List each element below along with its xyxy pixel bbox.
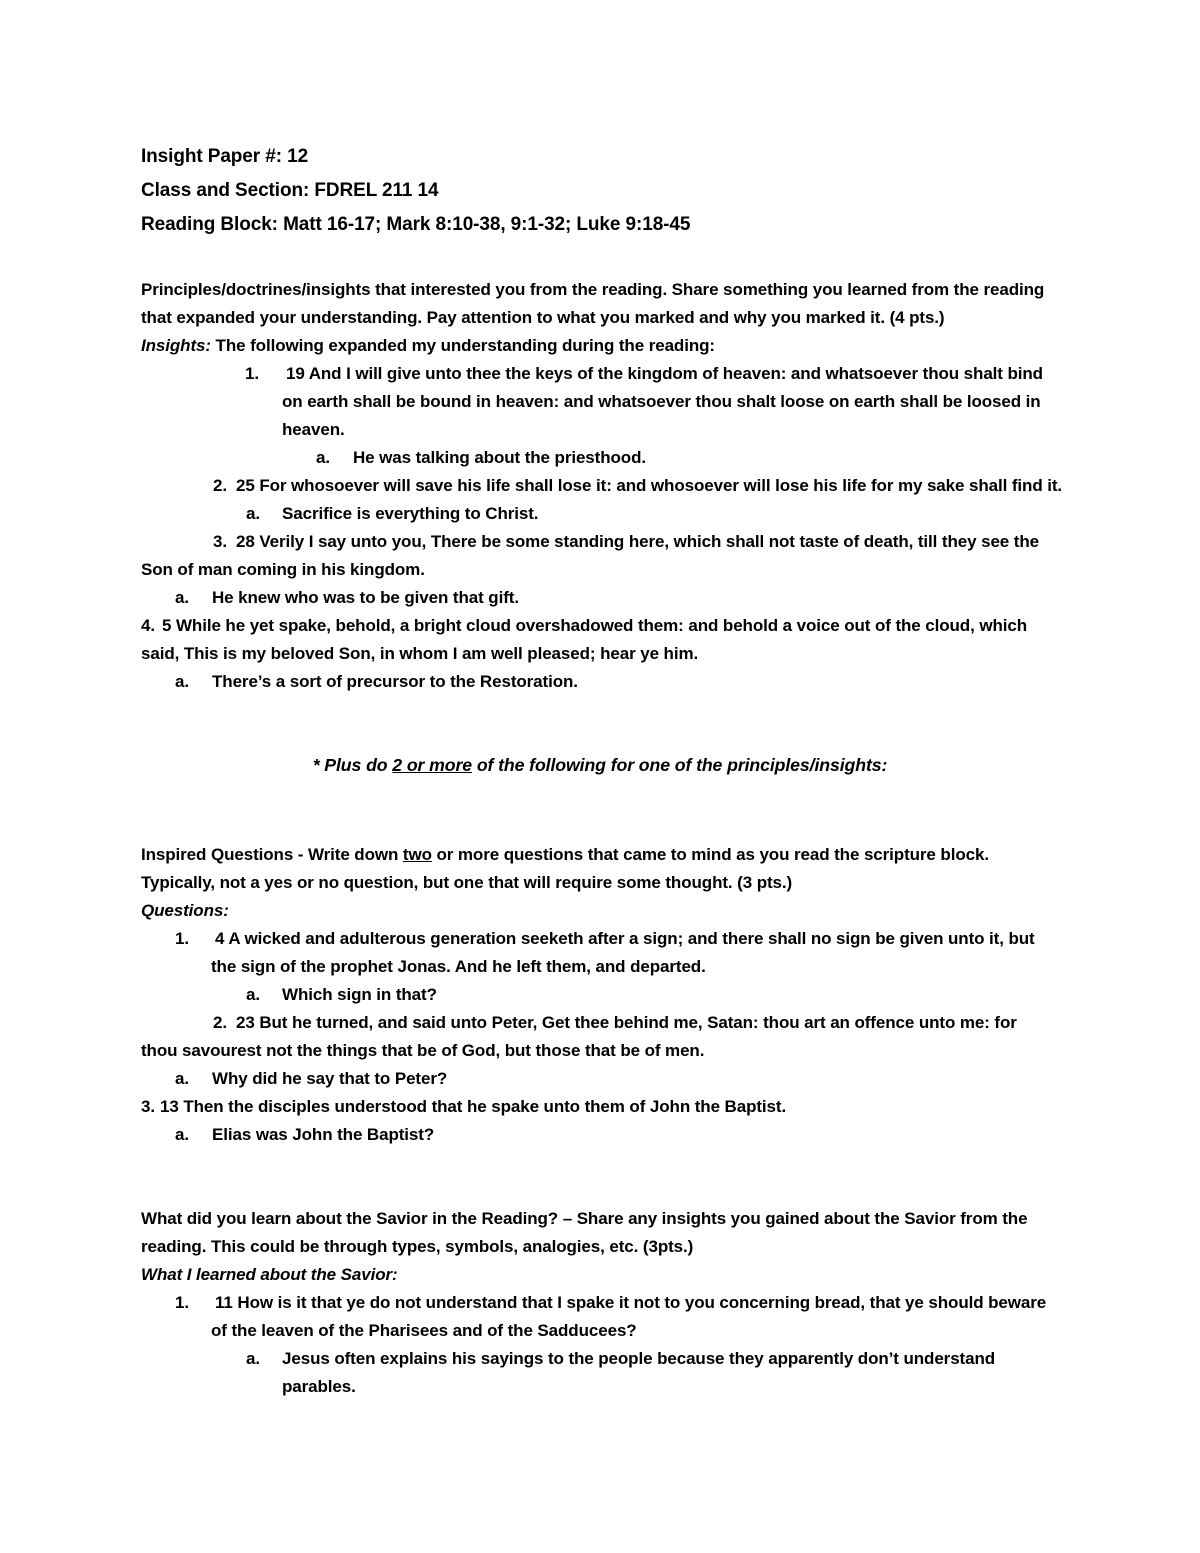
insight-4-sub-marker: a. [175, 672, 189, 691]
insight-1-sub: He was talking about the priesthood. [353, 448, 646, 467]
question-3-sub-marker: a. [175, 1125, 189, 1144]
questions-label: Questions: [141, 901, 229, 920]
question-2-line-2: thou savourest not the things that be of God, but those that be of men. [141, 1041, 705, 1060]
plus-underlined: 2 or more [392, 755, 473, 775]
insight-4-line-2: said, This is my beloved Son, in whom I am well pleased; hear ye him. [141, 644, 699, 663]
savior-1-line-2: of the leaven of the Pharisees and of the Sadducees? [211, 1321, 637, 1340]
savior-prompt-cont: reading. This could be through types, symbols, analogies, etc. (3pts.) [141, 1237, 694, 1256]
savior-1-marker: 1. [175, 1293, 189, 1312]
insights-intro-text: The following expanded my understanding during the reading: [210, 336, 715, 355]
insight-2-sub-marker: a. [246, 504, 260, 523]
question-2-line-1: 23 But he turned, and said unto Peter, Get thee behind me, Satan: thou art an offence unto me: for [236, 1013, 1017, 1032]
insight-3-marker: 3. [213, 532, 227, 551]
question-2-marker: 2. [213, 1013, 227, 1032]
question-1-line-2: the sign of the prophet Jonas. And he left them, and departed. [211, 957, 706, 976]
questions-prompt-before: Inspired Questions - Write down [141, 845, 403, 864]
plus-after: of the following for one of the principles/insights: [472, 755, 888, 775]
question-2-sub: Why did he say that to Peter? [212, 1069, 448, 1088]
insight-2-sub: Sacrifice is everything to Christ. [282, 504, 539, 523]
questions-prompt-underlined: two [402, 845, 432, 864]
insight-3-sub-marker: a. [175, 588, 189, 607]
questions-prompt-after: or more questions that came to mind as you read the scripture block. [431, 845, 989, 864]
insight-4-line-1: 5 While he yet spake, behold, a bright cloud overshadowed them: and behold a voice out of the cloud, which [162, 616, 1028, 635]
questions-prompt [141, 846, 989, 863]
principles-prompt-cont: that expanded your understanding. Pay attention to what you marked and why you marked it. (4 pts.) [141, 308, 945, 327]
savior-1-sub-line-1: Jesus often explains his sayings to the people because they apparently don’t understand [282, 1349, 996, 1368]
savior-1-sub-marker: a. [246, 1349, 260, 1368]
principles-prompt: Principles/doctrines/insights that interested you from the reading. Share something you learned from the reading [141, 280, 1045, 299]
insight-3-sub: He knew who was to be given that gift. [212, 588, 519, 607]
insight-1-line-2: on earth shall be bound in heaven: and whatsoever thou shalt loose on earth shall be loosed in [282, 392, 1041, 411]
question-1-line-1: 4 A wicked and adulterous generation seeketh after a sign; and there shall no sign be given unto it, but [215, 929, 1035, 948]
savior-label: What I learned about the Savior: [141, 1265, 398, 1284]
question-1-sub: Which sign in that? [282, 985, 437, 1004]
insight-1-line-1: 19 And I will give unto thee the keys of the kingdom of heaven: and whatsoever thou shalt bind [286, 364, 1043, 383]
plus-before: * Plus do [312, 755, 393, 775]
insight-4-sub: There’s a sort of precursor to the Restoration. [212, 672, 578, 691]
insight-2-line-1: 25 For whosoever will save his life shall lose it: and whosoever will lose his life for my sake shall find it. [236, 476, 1063, 495]
question-3-sub: Elias was John the Baptist? [212, 1125, 435, 1144]
reading-block: Reading Block: Matt 16-17; Mark 8:10-38, 9:1-32; Luke 9:18-45 [141, 214, 691, 235]
insight-paper-number: Insight Paper #: 12 [141, 146, 309, 167]
savior-1-sub-line-2: parables. [282, 1377, 356, 1396]
insight-1-line-3: heaven. [282, 420, 345, 439]
plus-instruction [0, 757, 1200, 775]
insights-label: Insights: [141, 336, 211, 355]
question-3-marker: 3. [141, 1097, 155, 1116]
insight-1-sub-marker: a. [316, 448, 330, 467]
question-2-sub-marker: a. [175, 1069, 189, 1088]
insight-3-line-1: 28 Verily I say unto you, There be some standing here, which shall not taste of death, till they see the [236, 532, 1039, 551]
savior-1-line-1: 11 How is it that ye do not understand that I spake it not to you concerning bread, that ye should beware [215, 1293, 1047, 1312]
class-section: Class and Section: FDREL 211 14 [141, 180, 439, 201]
insight-2-marker: 2. [213, 476, 227, 495]
insight-3-line-2: Son of man coming in his kingdom. [141, 560, 425, 579]
insights-intro [141, 337, 715, 354]
insight-1-marker: 1. [245, 364, 259, 383]
questions-prompt-cont: Typically, not a yes or no question, but one that will require some thought. (3 pts.) [141, 873, 793, 892]
insight-4-marker: 4. [141, 616, 155, 635]
savior-prompt: What did you learn about the Savior in the Reading? – Share any insights you gained about the Savior from the [141, 1209, 1028, 1228]
question-3-line-1: 13 Then the disciples understood that he spake unto them of John the Baptist. [160, 1097, 787, 1116]
question-1-sub-marker: a. [246, 985, 260, 1004]
question-1-marker: 1. [175, 929, 189, 948]
